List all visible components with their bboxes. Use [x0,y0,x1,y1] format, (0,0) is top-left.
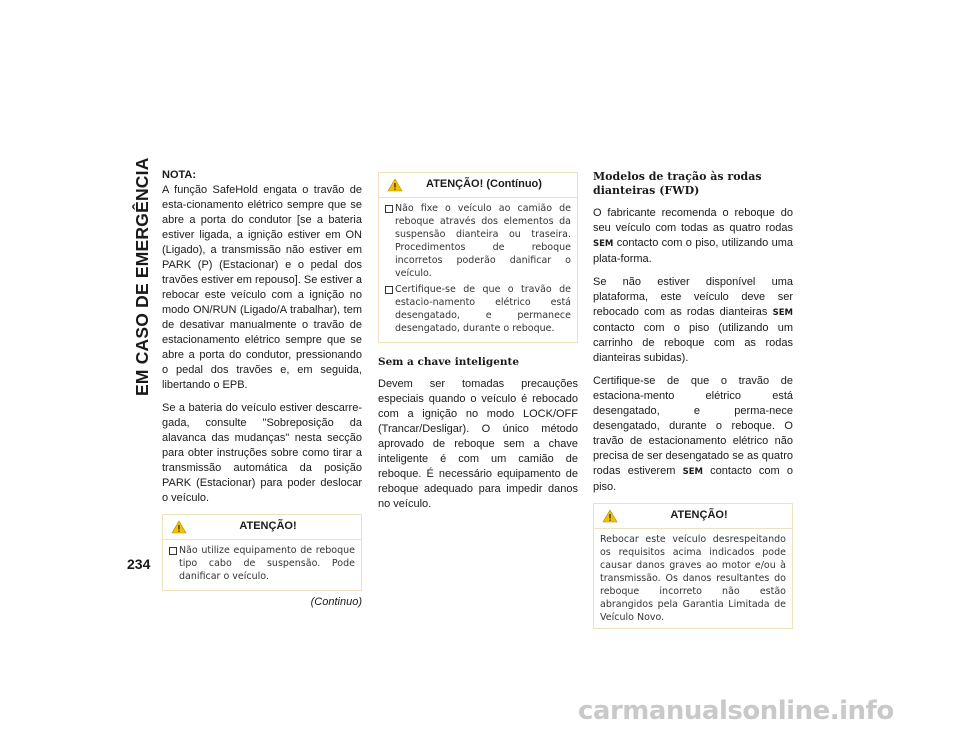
checkbox-bullet-icon [169,547,177,555]
fwd-paragraph-3: Certifique-se de que o travão de estaciona-mento elétrico está desengatado, e perma-nece desengatado, durante o reboque. O travão de estacionamento elétrico não precisa de ser desengatado se as quatro rodas estiverem SEM contacto com o piso. [593,375,793,493]
warning-list [379,198,577,335]
note-title: NOTA: [162,169,197,181]
warning-header [379,173,577,198]
column-middle [378,168,578,520]
checkbox-bullet-icon [385,286,393,294]
column-left [162,168,362,610]
warning-item: Não utilize equipamento de reboque tipo cabo de suspensão. Pode danificar o veículo. [169,544,355,583]
warning-title: ATENÇÃO! [670,509,728,521]
warning-box [162,514,362,591]
warning-text: Rebocar este veículo desrespeitando os requisitos acima indicados pode causar danos graves ao motor e/ou à transmissão. Os danos resultantes do reboque incorreto não estão abrangidos pela Garantia Limitada de Veículo Novo. [600,534,786,623]
warning-header [163,515,361,540]
warning-header [594,504,792,529]
note-text: A função SafeHold engata o travão de esta-cionamento elétrico sempre que se abre a porta do condutor [se a bateria estiver ligada, a ignição estiver em ON (Ligado), a transmissão não estiver em PARK (P) (Estacionar) e o pedal dos travões estiver em repouso]. Se estiver a rebocar este veículo com a ignição no modo ON/RUN (Ligado/A trabalhar), tem de desativar manualmente o travão de estacionamento elétrico sempre que se abre a porta do condutor, pressionando o pedal dos travões e, em seguida, libertando o EPB. [162,184,362,391]
fwd-paragraph-1: O fabricante recomenda o reboque do seu veículo com todas as quatro rodas SEM contacto com o piso, utilizando uma plata-forma. [593,207,793,265]
keyless-paragraph: Devem ser tomadas precauções especiais quando o veículo é rebocado com a ignição no modo LOCK/OFF (Trancar/Desligar). O único método aprovado de reboque sem a chave inteligente é com um camião de reboque. É necessário equipamento de reboque adequado para impedir danos no veículo. [378,378,578,510]
page-number: 234 [127,556,151,572]
warning-title: ATENÇÃO! (Contínuo) [426,178,542,190]
section-title: EM CASO DE EMERGÊNCIA [132,157,152,396]
section-heading: Modelos de tração às rodas dianteiras (FWD) [593,170,762,197]
warning-list [163,540,361,583]
section-heading: Sem a chave inteligente [378,356,520,368]
battery-paragraph: Se a bateria do veículo estiver descarre-gada, consulte "Sobreposição da alavanca das mudanças" nesta secção para obter instruções sobre como tirar a transmissão automática da posição PARK (Estacionar) para poder deslocar o veículo. [162,402,362,504]
warning-title: ATENÇÃO! [239,520,297,532]
column-right [593,168,793,633]
checkbox-bullet-icon [385,205,393,213]
warning-item: Certifique-se de que o travão de estacio-namento elétrico está desengatado, e permanece desengatado, durante o reboque. [385,283,571,335]
continued-label: (Continuo) [310,596,362,608]
warning-box-continued [378,172,578,343]
watermark: carmanualsonline.info [578,696,894,726]
fwd-paragraph-2: Se não estiver disponível uma plataforma, este veículo deve ser rebocado com as rodas dianteiras SEM contacto com o piso (utilizando um carrinho de reboque com as rodas dianteiras subidas). [593,276,793,364]
warning-item: Não fixe o veículo ao camião de reboque através dos elementos da suspensão dianteira ou traseira. Procedimentos de reboque incorretos poderão danificar o veículo. [385,202,571,280]
warning-triangle-icon [171,520,187,534]
warning-triangle-icon [387,178,403,192]
warning-box [593,503,793,629]
warning-triangle-icon [602,509,618,523]
